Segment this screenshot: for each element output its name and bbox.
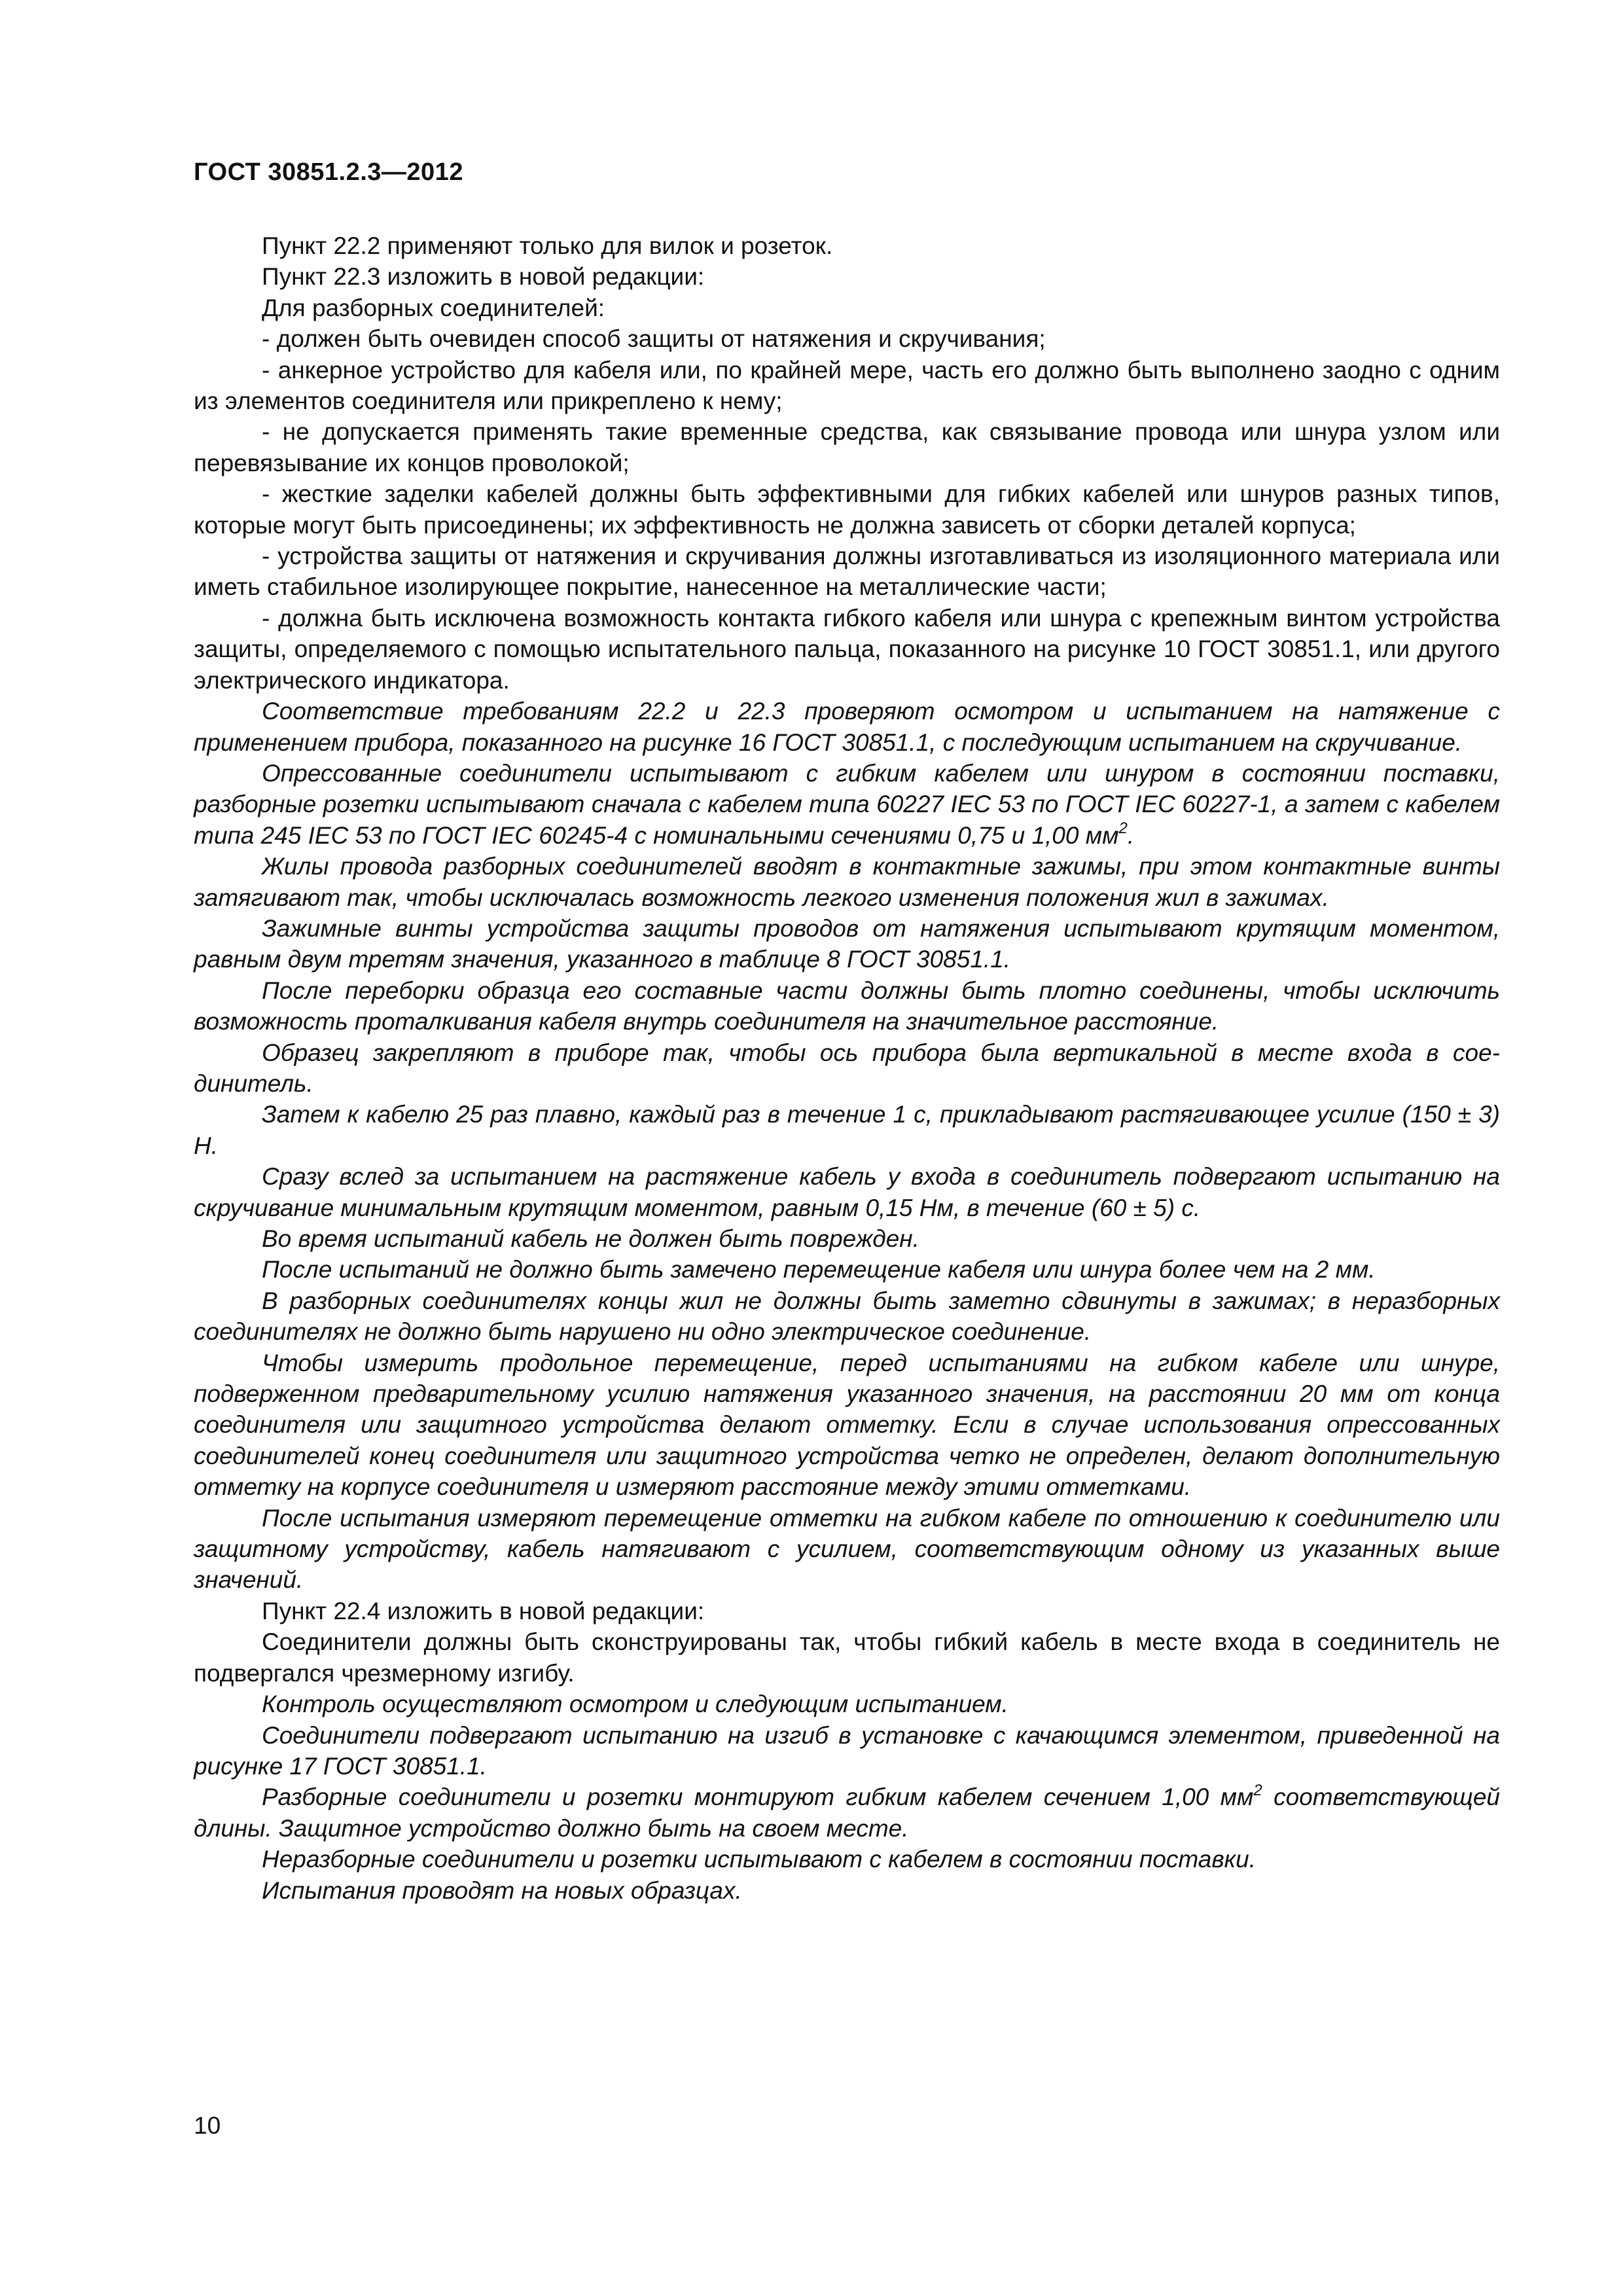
body-paragraph-italic — [194, 913, 1500, 975]
body-paragraph-italic — [194, 975, 1500, 1037]
body-paragraph — [194, 603, 1500, 696]
body-paragraph — [194, 1626, 1500, 1689]
paragraph-text: - не допускается применять такие временные средства, как связывание провода или шнура узлом или перевязывание их концов проволокой; — [194, 418, 1500, 476]
paragraph-text: Жилы провода разборных соединителей вводят в контактные зажимы, при этом контактные винты затягивают так, чтобы исключалась возможность легкого изменения положения жил в зажимах. — [194, 853, 1500, 911]
paragraph-text: После переборки образца его составные части должны быть плотно соединены, чтобы исключить возможность проталкивания кабеля внутрь соединителя на значительное расстояние. — [194, 977, 1500, 1035]
body-paragraph-italic — [194, 1285, 1500, 1348]
paragraph-text: Испытания проводят на новых образцах. — [262, 1876, 742, 1904]
body-paragraph — [194, 293, 1500, 323]
paragraph-text: - анкерное устройство для кабеля или, по крайней мере, часть его должно быть выполнено заодно с одним из элементов соединителя или прикреплено к нему; — [194, 356, 1500, 415]
paragraph-text: Затем к кабелю 25 раз плавно, каждый раз в течение 1 с, прикладывают растягивающее усилие (150 ± 3) Н. — [194, 1101, 1500, 1159]
paragraph-text: Пункт 22.4 изложить в новой редакции: — [262, 1597, 705, 1624]
paragraph-text: - должен быть очевиден способ защиты от натяжения и скручивания; — [262, 325, 1046, 353]
body-paragraph — [194, 261, 1500, 292]
body-paragraph-italic — [194, 1099, 1500, 1161]
paragraph-text: Для разборных соединителей: — [262, 294, 605, 321]
paragraph-text: После испытаний не должно быть замечено перемещение кабеля или шнура более чем на 2 мм. — [262, 1256, 1376, 1283]
body-paragraph — [194, 230, 1500, 261]
paragraph-text: После испытания измеряют перемещение отметки на гибком кабеле по отношению к соединителю или защитному устройству, кабель натягивают с усилием, соответствующим одному из указанных выше значений. — [194, 1504, 1500, 1594]
paragraph-text: - жесткие заделки кабелей должны быть эффективными для гибких кабелей или шнуров разных типов, которые могут быть присоединены; их эффективность не должна зависеть от сборки деталей корпуса; — [194, 480, 1500, 539]
paragraph-text: Контроль осуществляют осмотром и следующим испытанием. — [262, 1691, 1008, 1718]
body-paragraph-italic — [194, 1223, 1500, 1254]
body-paragraph — [194, 478, 1500, 541]
paragraph-text: Разборные соединители и розетки монтируют гибким кабелем сечением 1,00 мм — [262, 1784, 1254, 1811]
body-paragraph — [194, 355, 1500, 417]
paragraph-text: Пункт 22.3 изложить в новой редакции: — [262, 263, 705, 291]
body-paragraph — [194, 323, 1500, 354]
document-header-code: ГОСТ 30851.2.3—2012 — [194, 158, 463, 186]
body-paragraph — [194, 1596, 1500, 1626]
paragraph-text: Неразборные соединители и розетки испытывают с кабелем в состоянии поставки. — [262, 1846, 1256, 1873]
superscript: 2 — [1253, 1781, 1262, 1799]
paragraph-text: Пункт 22.2 применяют только для вилок и розеток. — [262, 232, 833, 259]
body-paragraph-italic — [194, 696, 1500, 758]
paragraph-text-tail: соответствующей длины. Защитное устройство должно быть на своем месте. — [194, 1784, 1500, 1842]
paragraph-text: - должна быть исключена возможность контакта гибкого кабеля или шнура с крепежным винтом устройства защиты, определяемого с помощью испытательного пальца, показанного на рисунке 10 ГОСТ 30851.1, или другого электрического индикатора. — [194, 604, 1500, 694]
paragraph-text: Соответствие требованиям 22.2 и 22.3 проверяют осмотром и испытанием на натяжение с применением прибора, показанного на рисунке 16 ГОСТ 30851.1, с последующим испытанием на скручивание. — [194, 698, 1500, 756]
body-paragraph-italic — [194, 1689, 1500, 1719]
paragraph-text: Соединители подвергают испытанию на изгиб в установке с качающимся элементом, приведенной на рисунке 17 ГОСТ 30851.1. — [194, 1721, 1500, 1780]
body-paragraph-italic — [194, 1254, 1500, 1285]
paragraph-text: Во время испытаний кабель не должен быть поврежден. — [262, 1225, 919, 1252]
body-paragraph-italic — [194, 1161, 1500, 1223]
body-paragraph — [194, 416, 1500, 478]
body-paragraph-italic — [194, 1782, 1500, 1844]
paragraph-text: Чтобы измерить продольное перемещение, перед испытаниями на гибком кабеле или шнуре, подверженном предварительному усилию натяжения указанного значения, на расстоянии 20 мм от конца соединителя или защитного устройства делают отметку. Если в случае использования опрессованных соединителей конец соединителя или защитного устройства четко не определен, делают дополнительную отметку на корпусе соединителя и измеряют расстояние между этими отметками. — [194, 1349, 1500, 1501]
paragraph-text-tail: . — [1127, 821, 1135, 849]
superscript: 2 — [1118, 819, 1128, 838]
body-paragraph-italic — [194, 1875, 1500, 1906]
body-paragraph-italic — [194, 1037, 1500, 1100]
paragraph-text: Опрессованные соединители испытывают с гибким кабелем или шнуром в состоянии поставки, разборные розетки испытывают сначала с кабелем типа 60227 IEC 53 по ГОСТ IEC 60227-1, а затем с кабелем типа 245 IEC 53 по ГОСТ IEC 60245-4 с номинальными сечениями 0,75 и 1,00 мм — [194, 759, 1500, 849]
body-paragraph-italic — [194, 1844, 1500, 1874]
document-body — [194, 230, 1500, 1906]
page-number: 10 — [194, 2112, 221, 2139]
paragraph-text: В разборных соединителях концы жил не должны быть заметно сдвинуты в зажимах; в неразборных соединителях не должно быть нарушено ни одно электрическое соединение. — [194, 1287, 1500, 1346]
paragraph-text: Образец закрепляют в приборе так, чтобы ось прибора была вертикальной в месте входа в соединитель. — [194, 1039, 1500, 1097]
paragraph-text: Зажимные винты устройства защиты проводов от натяжения испытывают крутящим моментом, равным двум третям значения, указанного в таблице 8 ГОСТ 30851.1. — [194, 914, 1500, 973]
body-paragraph-italic — [194, 1348, 1500, 1503]
body-paragraph-italic — [194, 758, 1500, 851]
body-paragraph-italic — [194, 851, 1500, 913]
paragraph-text: Соединители должны быть сконструированы так, чтобы гибкий кабель в месте входа в соединитель не подвергался чрезмерному изгибу. — [194, 1628, 1500, 1687]
body-paragraph-italic — [194, 1720, 1500, 1782]
paragraph-text: Сразу вслед за испытанием на растяжение кабель у входа в соединитель подвергают испытанию на скручивание минимальным крутящим моментом, равным 0,15 Нм, в течение (60 ± 5) с. — [194, 1163, 1500, 1221]
body-paragraph — [194, 541, 1500, 603]
body-paragraph-italic — [194, 1503, 1500, 1596]
paragraph-text: - устройства защиты от натяжения и скручивания должны изготавливаться из изоляционного материала или иметь стабильное изолирующее покрытие, нанесенное на металлические части; — [194, 543, 1500, 601]
